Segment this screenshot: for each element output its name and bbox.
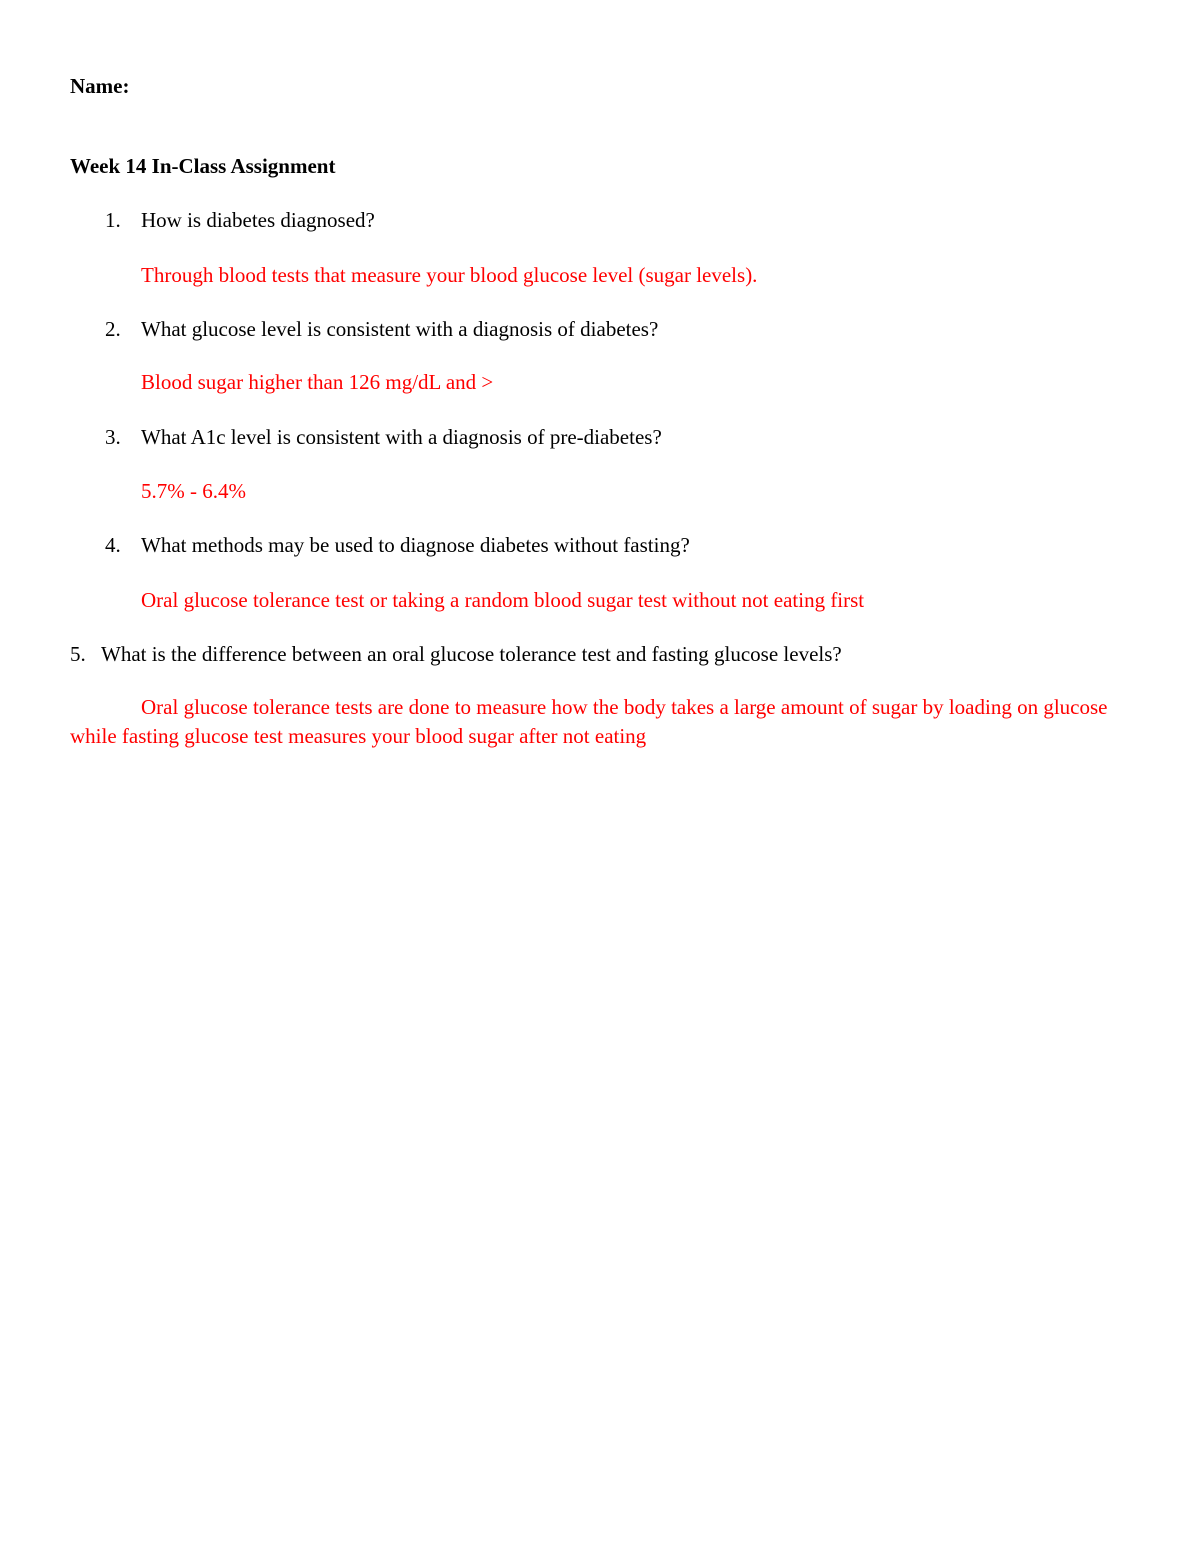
question-number: 1. <box>105 208 121 232</box>
assignment-title: Week 14 In-Class Assignment <box>70 154 336 178</box>
question-number: 5. <box>70 642 86 666</box>
question-text: What is the difference between an oral glucose tolerance test and fasting glucose levels? <box>101 642 842 666</box>
answer-text: 5.7% - 6.4% <box>141 479 246 503</box>
question-number: 4. <box>105 533 121 557</box>
answer-text: Blood sugar higher than 126 mg/dL and > <box>141 370 494 394</box>
question-text: What glucose level is consistent with a diagnosis of diabetes? <box>141 317 659 341</box>
question-text: What A1c level is consistent with a diagnosis of pre-diabetes? <box>141 425 662 449</box>
name-label: Name: <box>70 74 130 98</box>
answer-text: Oral glucose tolerance tests are done to measure how the body takes a large amount of sugar by loading on glucose while fasting glucose test measures your blood sugar after not eating <box>70 695 1108 748</box>
question-text: What methods may be used to diagnose diabetes without fasting? <box>141 533 690 557</box>
answer-text: Through blood tests that measure your blood glucose level (sugar levels). <box>141 263 758 287</box>
answer-text: Oral glucose tolerance test or taking a random blood sugar test without not eating first <box>141 588 865 612</box>
question-text: How is diabetes diagnosed? <box>141 208 375 232</box>
question-number: 3. <box>105 425 121 449</box>
question-number: 2. <box>105 317 121 341</box>
